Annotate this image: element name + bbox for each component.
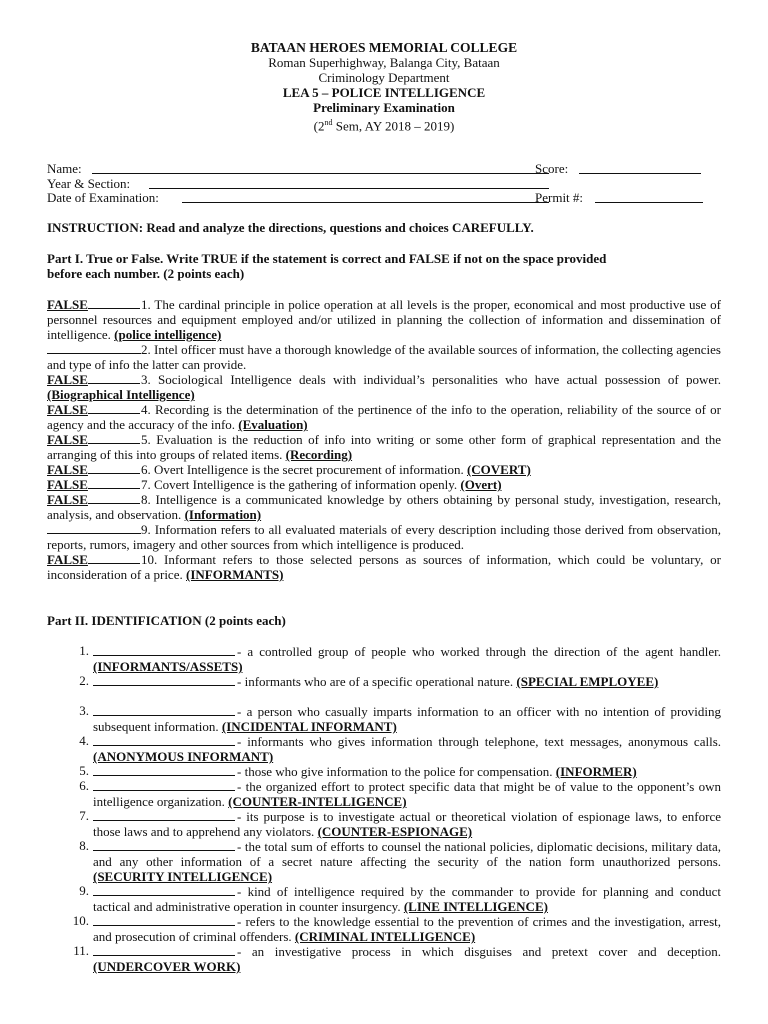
id-answer-blank[interactable]	[93, 673, 235, 686]
id-item	[93, 778, 721, 809]
tf-mark: FALSE	[47, 297, 88, 312]
year-row	[47, 176, 721, 191]
id-answer: (SECURITY INTELLIGENCE)	[93, 869, 273, 885]
date-row	[47, 190, 721, 205]
tf-item	[47, 341, 721, 372]
tf-answer-blank[interactable]	[47, 401, 141, 417]
tf-item	[47, 401, 721, 432]
id-item	[93, 703, 721, 734]
id-item	[93, 763, 721, 779]
id-item-number: 6.	[79, 778, 89, 793]
id-answer-blank[interactable]	[93, 643, 235, 656]
id-item	[93, 913, 721, 944]
tf-statement: 3. Sociological Intelligence deals with individual’s personalities who have actual possession of power.	[141, 372, 721, 387]
id-item	[93, 838, 721, 885]
tf-answer-blank[interactable]	[47, 461, 141, 477]
department: Criminology Department	[318, 70, 450, 85]
tf-answer-blank[interactable]	[47, 551, 141, 567]
tf-statement: 6. Overt Intelligence is the secret procurement of information.	[141, 462, 467, 477]
id-item-number: 3.	[79, 703, 89, 718]
instruction: INSTRUCTION: Read and analyze the directions, questions and choices CAREFULLY.	[47, 220, 534, 235]
part1-title-line2: before each number. (2 points each)	[47, 266, 245, 281]
tf-mark: FALSE	[47, 432, 88, 447]
id-description: - its purpose is to investigate actual or theoretical violation of espionage laws, to enforce those laws and to apprehend any violators.	[93, 809, 721, 840]
score-label: Score:	[535, 161, 569, 176]
tf-statement: 1. The cardinal principle in police operation at all levels is the proper, economical and most productive use of personnel resources and equipment employed and/or utilized in planning the collection of information and dissemination of intelligence.	[47, 297, 721, 343]
tf-statement: 5. Evaluation is the reduction of info into writing or some other form of graphical representation and the arranging of this into groups of related items.	[47, 432, 721, 463]
tf-item	[47, 521, 721, 552]
tf-mark: FALSE	[47, 552, 88, 567]
id-answer: (CRIMINAL INTELLIGENCE)	[294, 929, 476, 945]
college-name: BATAAN HEROES MEMORIAL COLLEGE	[250, 40, 518, 55]
tf-answer-blank[interactable]	[47, 476, 141, 492]
tf-correction: (COVERT)	[466, 462, 531, 477]
tf-answer-blank[interactable]	[47, 296, 141, 312]
tf-item	[47, 461, 721, 477]
id-item	[93, 643, 721, 674]
id-answer-blank[interactable]	[93, 763, 235, 776]
tf-answer-blank[interactable]	[47, 491, 141, 507]
id-answer-blank[interactable]	[93, 808, 235, 821]
id-description: - refers to the knowledge essential to the prevention of crimes and the investigation, arrest, and prosecution of criminal offenders.	[93, 914, 721, 945]
tf-statement: 10. Informant refers to those selected persons as sources of information, which could be voluntary, or inconsideration of a price.	[47, 552, 721, 583]
id-description: - kind of intelligence required by the commander to provide for planning and conduct tactical and administrative operation in counter insurgency.	[93, 884, 721, 915]
id-answer: (COUNTER-INTELLIGENCE)	[228, 794, 407, 810]
tf-correction: (Biographical Intelligence)	[47, 387, 195, 403]
tf-correction: (INFORMANTS)	[185, 567, 284, 583]
id-description: - a controlled group of people who worked through the direction of the agent handler.	[237, 644, 721, 659]
year-section-label: Year & Section:	[47, 176, 131, 191]
name-field[interactable]	[92, 161, 549, 174]
tf-statement: 8. Intelligence is a communicated knowledge by others obtaining by personal study, investigation, research, analysis, and observation.	[47, 492, 721, 523]
tf-answer-blank[interactable]	[47, 431, 141, 447]
part2-title: Part II. IDENTIFICATION (2 points each)	[47, 613, 286, 628]
score-field[interactable]	[579, 161, 701, 174]
id-answer: (SPECIAL EMPLOYEE)	[516, 674, 659, 689]
id-answer: (COUNTER-ESPIONAGE)	[317, 824, 473, 840]
id-item-number: 11.	[73, 943, 89, 958]
id-item	[93, 733, 721, 764]
id-item-number: 8.	[79, 838, 89, 853]
tf-statement: 9. Information refers to all evaluated materials of every description including those derived from observation, reports, rumors, imagery and other sources from which intelligence is produced.	[47, 522, 721, 553]
tf-mark: FALSE	[47, 492, 88, 507]
tf-item	[47, 431, 721, 462]
permit-label: Permit #:	[535, 190, 584, 205]
tf-correction: (Overt)	[460, 477, 502, 492]
id-item	[93, 673, 721, 689]
tf-item	[47, 476, 721, 492]
id-item-number: 10.	[72, 913, 89, 928]
tf-statement: 4. Recording is the determination of the pertinence of the info to the operation, reliability of the source of or agency and the accuracy of the info.	[47, 402, 721, 433]
id-item	[93, 883, 721, 914]
id-item-number: 7.	[79, 808, 89, 823]
tf-mark: FALSE	[47, 402, 88, 417]
id-answer-blank[interactable]	[93, 913, 235, 926]
date-label: Date of Examination:	[47, 190, 159, 205]
id-item-number: 2.	[79, 673, 89, 688]
id-answer-blank[interactable]	[93, 838, 235, 851]
tf-mark: FALSE	[47, 372, 88, 387]
tf-correction: (Recording)	[285, 447, 353, 463]
id-description: - those who give information to the police for compensation.	[237, 764, 556, 779]
permit-field[interactable]	[595, 190, 703, 203]
id-item-number: 1.	[79, 643, 89, 658]
tf-item	[47, 371, 721, 402]
id-item	[93, 808, 721, 839]
id-description: - informants who are of a specific operational nature.	[237, 674, 517, 689]
course-title: LEA 5 – POLICE INTELLIGENCE	[282, 85, 486, 100]
id-answer: (INFORMANTS/ASSETS)	[93, 659, 243, 675]
id-description: - an investigative process in which disguises and pretext cover and deception.	[237, 944, 721, 959]
name-label: Name:	[47, 161, 82, 176]
id-item-number: 5.	[79, 763, 89, 778]
tf-mark: FALSE	[47, 462, 88, 477]
year-section-field[interactable]	[149, 176, 549, 189]
tf-answer-blank[interactable]	[47, 521, 141, 534]
college-address: Roman Superhighway, Balanga City, Bataan	[268, 55, 500, 70]
tf-item	[47, 551, 721, 582]
id-answer: (INFORMER)	[555, 764, 637, 779]
exam-title: Preliminary Examination	[313, 100, 455, 115]
id-answer: (LINE INTELLIGENCE)	[403, 899, 548, 915]
tf-correction: (Information)	[184, 507, 262, 523]
id-answer: (INCIDENTAL INFORMANT)	[221, 719, 397, 735]
id-answer-blank[interactable]	[93, 883, 235, 896]
id-description: - informants who gives information through telephone, text messages, anonymous calls.	[237, 734, 721, 749]
id-answer: (UNDERCOVER WORK)	[93, 959, 241, 975]
id-answer-blank[interactable]	[93, 733, 235, 746]
tf-statement: 2. Intel officer must have a thorough knowledge of the available sources of information, the collecting agencies and type of info the latter can provide.	[47, 342, 721, 373]
id-answer: (ANONYMOUS INFORMANT)	[93, 749, 274, 765]
tf-mark: FALSE	[47, 477, 88, 492]
tf-correction: (police intelligence)	[114, 327, 222, 343]
id-answer-blank[interactable]	[93, 703, 235, 716]
id-item-number: 9.	[79, 883, 89, 898]
name-row	[47, 161, 721, 176]
id-description: - a person who casually imparts information to an officer with no intention of providing subsequent information.	[93, 704, 721, 735]
id-item-number: 4.	[79, 733, 89, 748]
tf-statement: 7. Covert Intelligence is the gathering of information openly.	[141, 477, 461, 492]
tf-item	[47, 296, 721, 343]
term: (2nd Sem, AY 2018 – 2019)	[313, 118, 455, 134]
id-answer-blank[interactable]	[93, 943, 235, 956]
id-answer-blank[interactable]	[93, 778, 235, 791]
tf-answer-blank[interactable]	[47, 341, 141, 354]
tf-answer-blank[interactable]	[47, 371, 141, 387]
date-field[interactable]	[182, 190, 549, 203]
id-description: - the total sum of efforts to counsel the national policies, diplomatic decisions, military data, and any other information of a secret nature affecting the security of the nation form unauthorized persons.	[93, 839, 721, 870]
id-description: - the organized effort to protect specific data that might be of value to the opponent’s own intelligence organization.	[93, 779, 721, 810]
id-item	[93, 943, 721, 974]
part1-title-line1: Part I. True or False. Write TRUE if the statement is correct and FALSE if not on the space provided	[47, 251, 607, 266]
tf-correction: (Evaluation)	[238, 417, 308, 433]
tf-item	[47, 491, 721, 522]
